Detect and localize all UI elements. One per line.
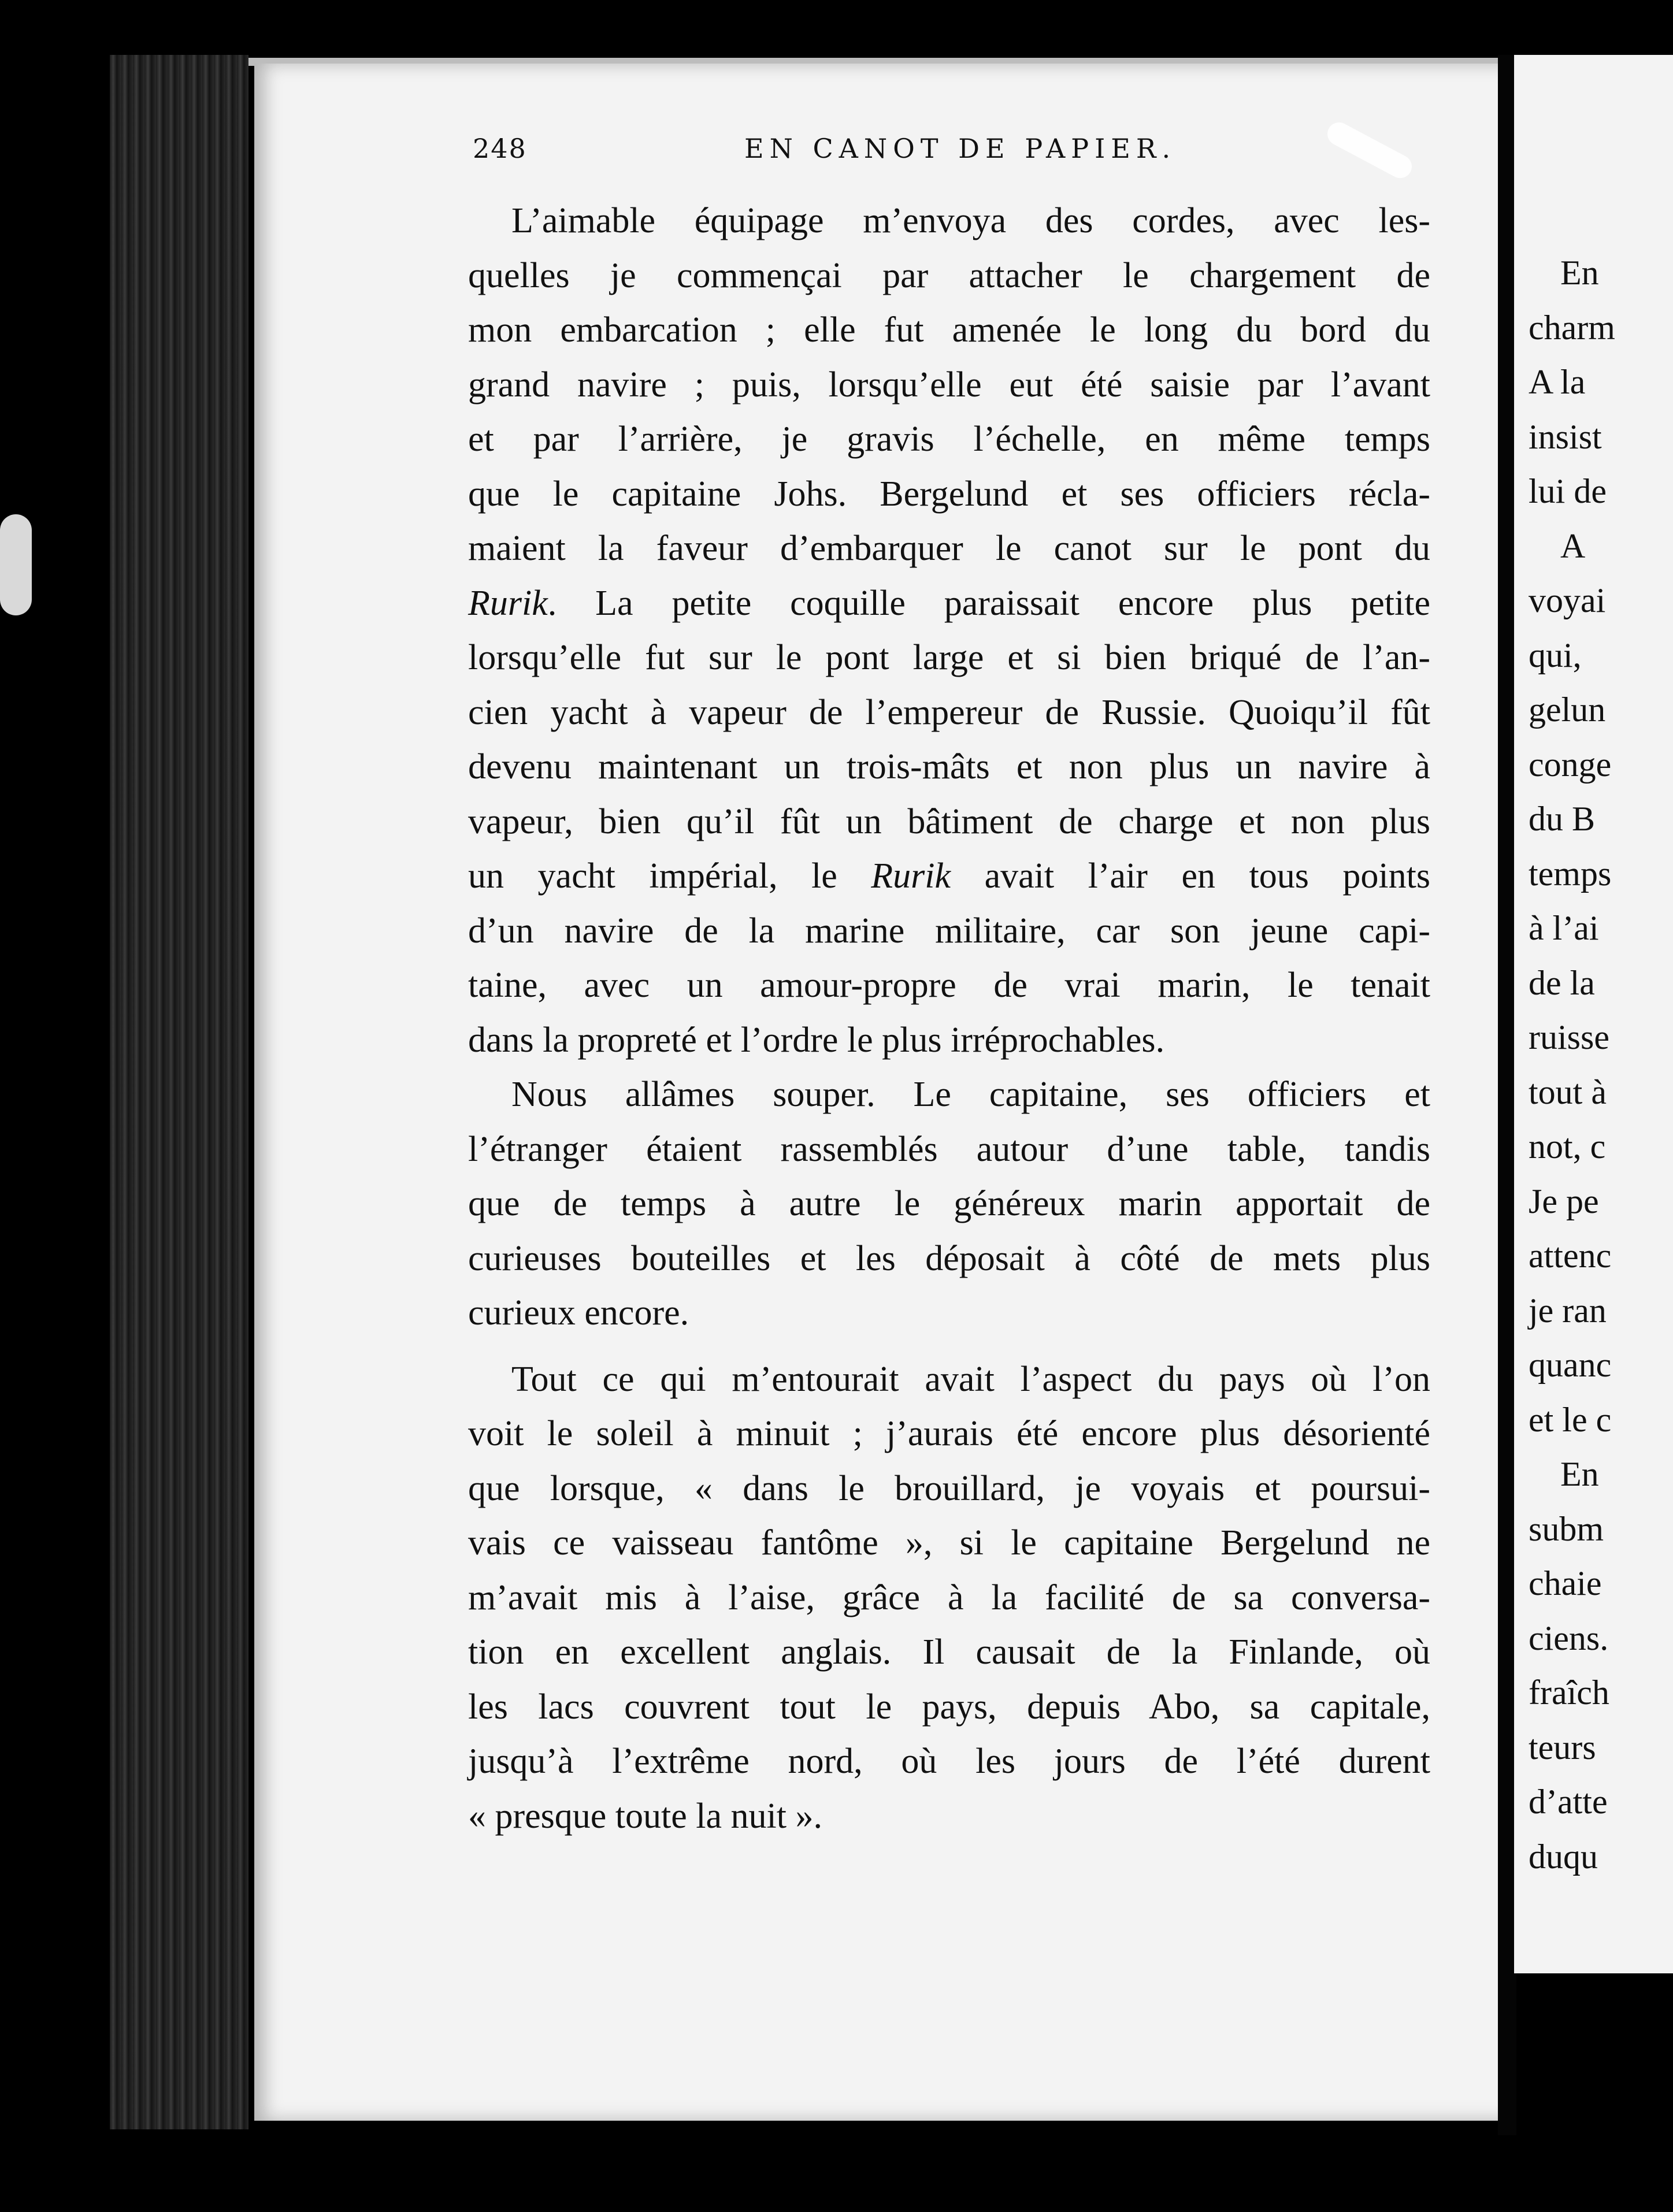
text-line: d’un navire de la marine militaire, car son jeune capi-	[468, 911, 1430, 951]
text-fragment: duqu	[1529, 1837, 1598, 1876]
ship-name: Rurik	[871, 856, 951, 896]
text-fragment: et le c	[1529, 1400, 1612, 1439]
text-line: maient la faveur d’embarquer le canot sur le pont du	[468, 529, 1430, 568]
page-number: 248	[473, 133, 527, 164]
text-line: curieuses bouteilles et les déposait à côté de mets plus	[468, 1238, 1430, 1278]
text-fragment: insist	[1529, 417, 1602, 456]
text-line: « presque toute la nuit ».	[468, 1796, 822, 1836]
text-line: mon embarcation ; elle fut amenée le long du bord du	[468, 310, 1430, 350]
text-line: cien yacht à vapeur de l’empereur de Russie. Quoiqu’il fût	[468, 692, 1430, 732]
text-fragment: not, c	[1529, 1127, 1606, 1166]
text-fragment: à l’ai	[1529, 909, 1599, 947]
text-fragment: gelun	[1529, 691, 1606, 729]
book-page-right	[1514, 55, 1673, 1973]
text-fragment: temps	[1529, 854, 1612, 893]
text-line: L’aimable équipage m’envoya des cordes, avec les-	[511, 201, 1430, 240]
text-fragment: ciens.	[1529, 1619, 1609, 1657]
text-fragment: lui de	[1529, 472, 1607, 510]
text-fragment: teurs	[1529, 1728, 1596, 1766]
text-fragment: attenc	[1529, 1237, 1612, 1275]
text-fragment: A la	[1529, 363, 1586, 401]
text-fragment: quanc	[1529, 1346, 1612, 1384]
body-text	[468, 194, 1430, 1843]
scan-artifact	[0, 514, 32, 615]
text-fragment: conge	[1529, 745, 1612, 784]
text-line: voit le soleil à minuit ; j’aurais été encore plus désorienté	[468, 1414, 1430, 1453]
text-line: lorsqu’elle fut sur le pont large et si bien briqué de l’an-	[468, 638, 1430, 677]
text-fragment: subm	[1529, 1509, 1604, 1548]
running-title: EN CANOT DE PAPIER.	[744, 133, 1177, 164]
text-line-rurik	[468, 849, 1430, 904]
text-segment: un yacht impérial, le	[468, 856, 871, 896]
text-line: m’avait mis à l’aise, grâce à la facilité de sa conversa-	[468, 1578, 1430, 1617]
text-line: vapeur, bien qu’il fût un bâtiment de charge et non plus	[468, 801, 1430, 841]
text-fragment: je ran	[1529, 1291, 1607, 1330]
text-line: et par l’arrière, je gravis l’échelle, en même temps	[468, 420, 1430, 459]
text-line: quelles je commençai par attacher le chargement de	[468, 255, 1430, 295]
text-fragment: du B	[1529, 800, 1596, 838]
text-fragment: En	[1560, 1455, 1599, 1493]
text-line: les lacs couvrent tout le pays, depuis Abo, sa capitale,	[468, 1687, 1430, 1727]
text-line: que lorsque, « dans le brouillard, je voyais et poursui-	[468, 1468, 1430, 1508]
text-fragment: En	[1560, 254, 1599, 292]
right-page-text	[1529, 246, 1615, 1884]
text-line: curieux encore.	[468, 1293, 689, 1333]
text-line: Tout ce qui m’entourait avait l’aspect du pays où l’on	[511, 1359, 1430, 1399]
text-fragment: qui,	[1529, 636, 1582, 674]
text-line: taine, avec un amour-propre de vrai marin, le tenait	[468, 966, 1430, 1005]
text-fragment: ruisse	[1529, 1018, 1609, 1056]
text-line: que de temps à autre le généreux marin apportait de	[468, 1184, 1430, 1223]
text-fragment: fraîch	[1529, 1673, 1609, 1712]
text-fragment: voyai	[1529, 581, 1606, 619]
book-shadow	[0, 35, 110, 2173]
paragraph-gap	[468, 1341, 1430, 1352]
text-line: que le capitaine Johs. Bergelund et ses officiers récla-	[468, 474, 1430, 514]
text-segment: . La petite coquille paraissait encore plus petite	[547, 583, 1430, 623]
text-line: grand navire ; puis, lorsqu’elle eut été saisie par l’avant	[468, 365, 1430, 404]
book-page-edges	[110, 55, 248, 2129]
text-line: devenu maintenant un trois-mâts et non plus un navire à	[468, 747, 1430, 786]
text-line: Nous allâmes souper. Le capitaine, ses officiers et	[511, 1075, 1430, 1114]
text-fragment: charm	[1529, 308, 1615, 347]
book-page-left	[254, 64, 1505, 2121]
text-fragment: Je pe	[1529, 1182, 1599, 1220]
text-fragment: de la	[1529, 963, 1595, 1002]
text-fragment: tout à	[1529, 1072, 1607, 1111]
ship-name: Rurik	[468, 583, 548, 623]
text-fragment: A	[1560, 526, 1586, 565]
text-line: tion en excellent anglais. Il causait de la Finlande, où	[468, 1632, 1430, 1672]
text-line: dans la propreté et l’ordre le plus irréprochables.	[468, 1020, 1165, 1060]
text-line: jusqu’à l’extrême nord, où les jours de l’été durent	[468, 1742, 1430, 1781]
text-line: vais ce vaisseau fantôme », si le capitaine Bergelund ne	[468, 1523, 1430, 1562]
text-segment: avait l’air en tous points	[951, 856, 1431, 896]
text-line: l’étranger étaient rassemblés autour d’une table, tandis	[468, 1129, 1430, 1169]
text-fragment: chaie	[1529, 1564, 1602, 1602]
text-fragment: d’atte	[1529, 1783, 1608, 1821]
text-line-rurik	[468, 576, 1430, 631]
